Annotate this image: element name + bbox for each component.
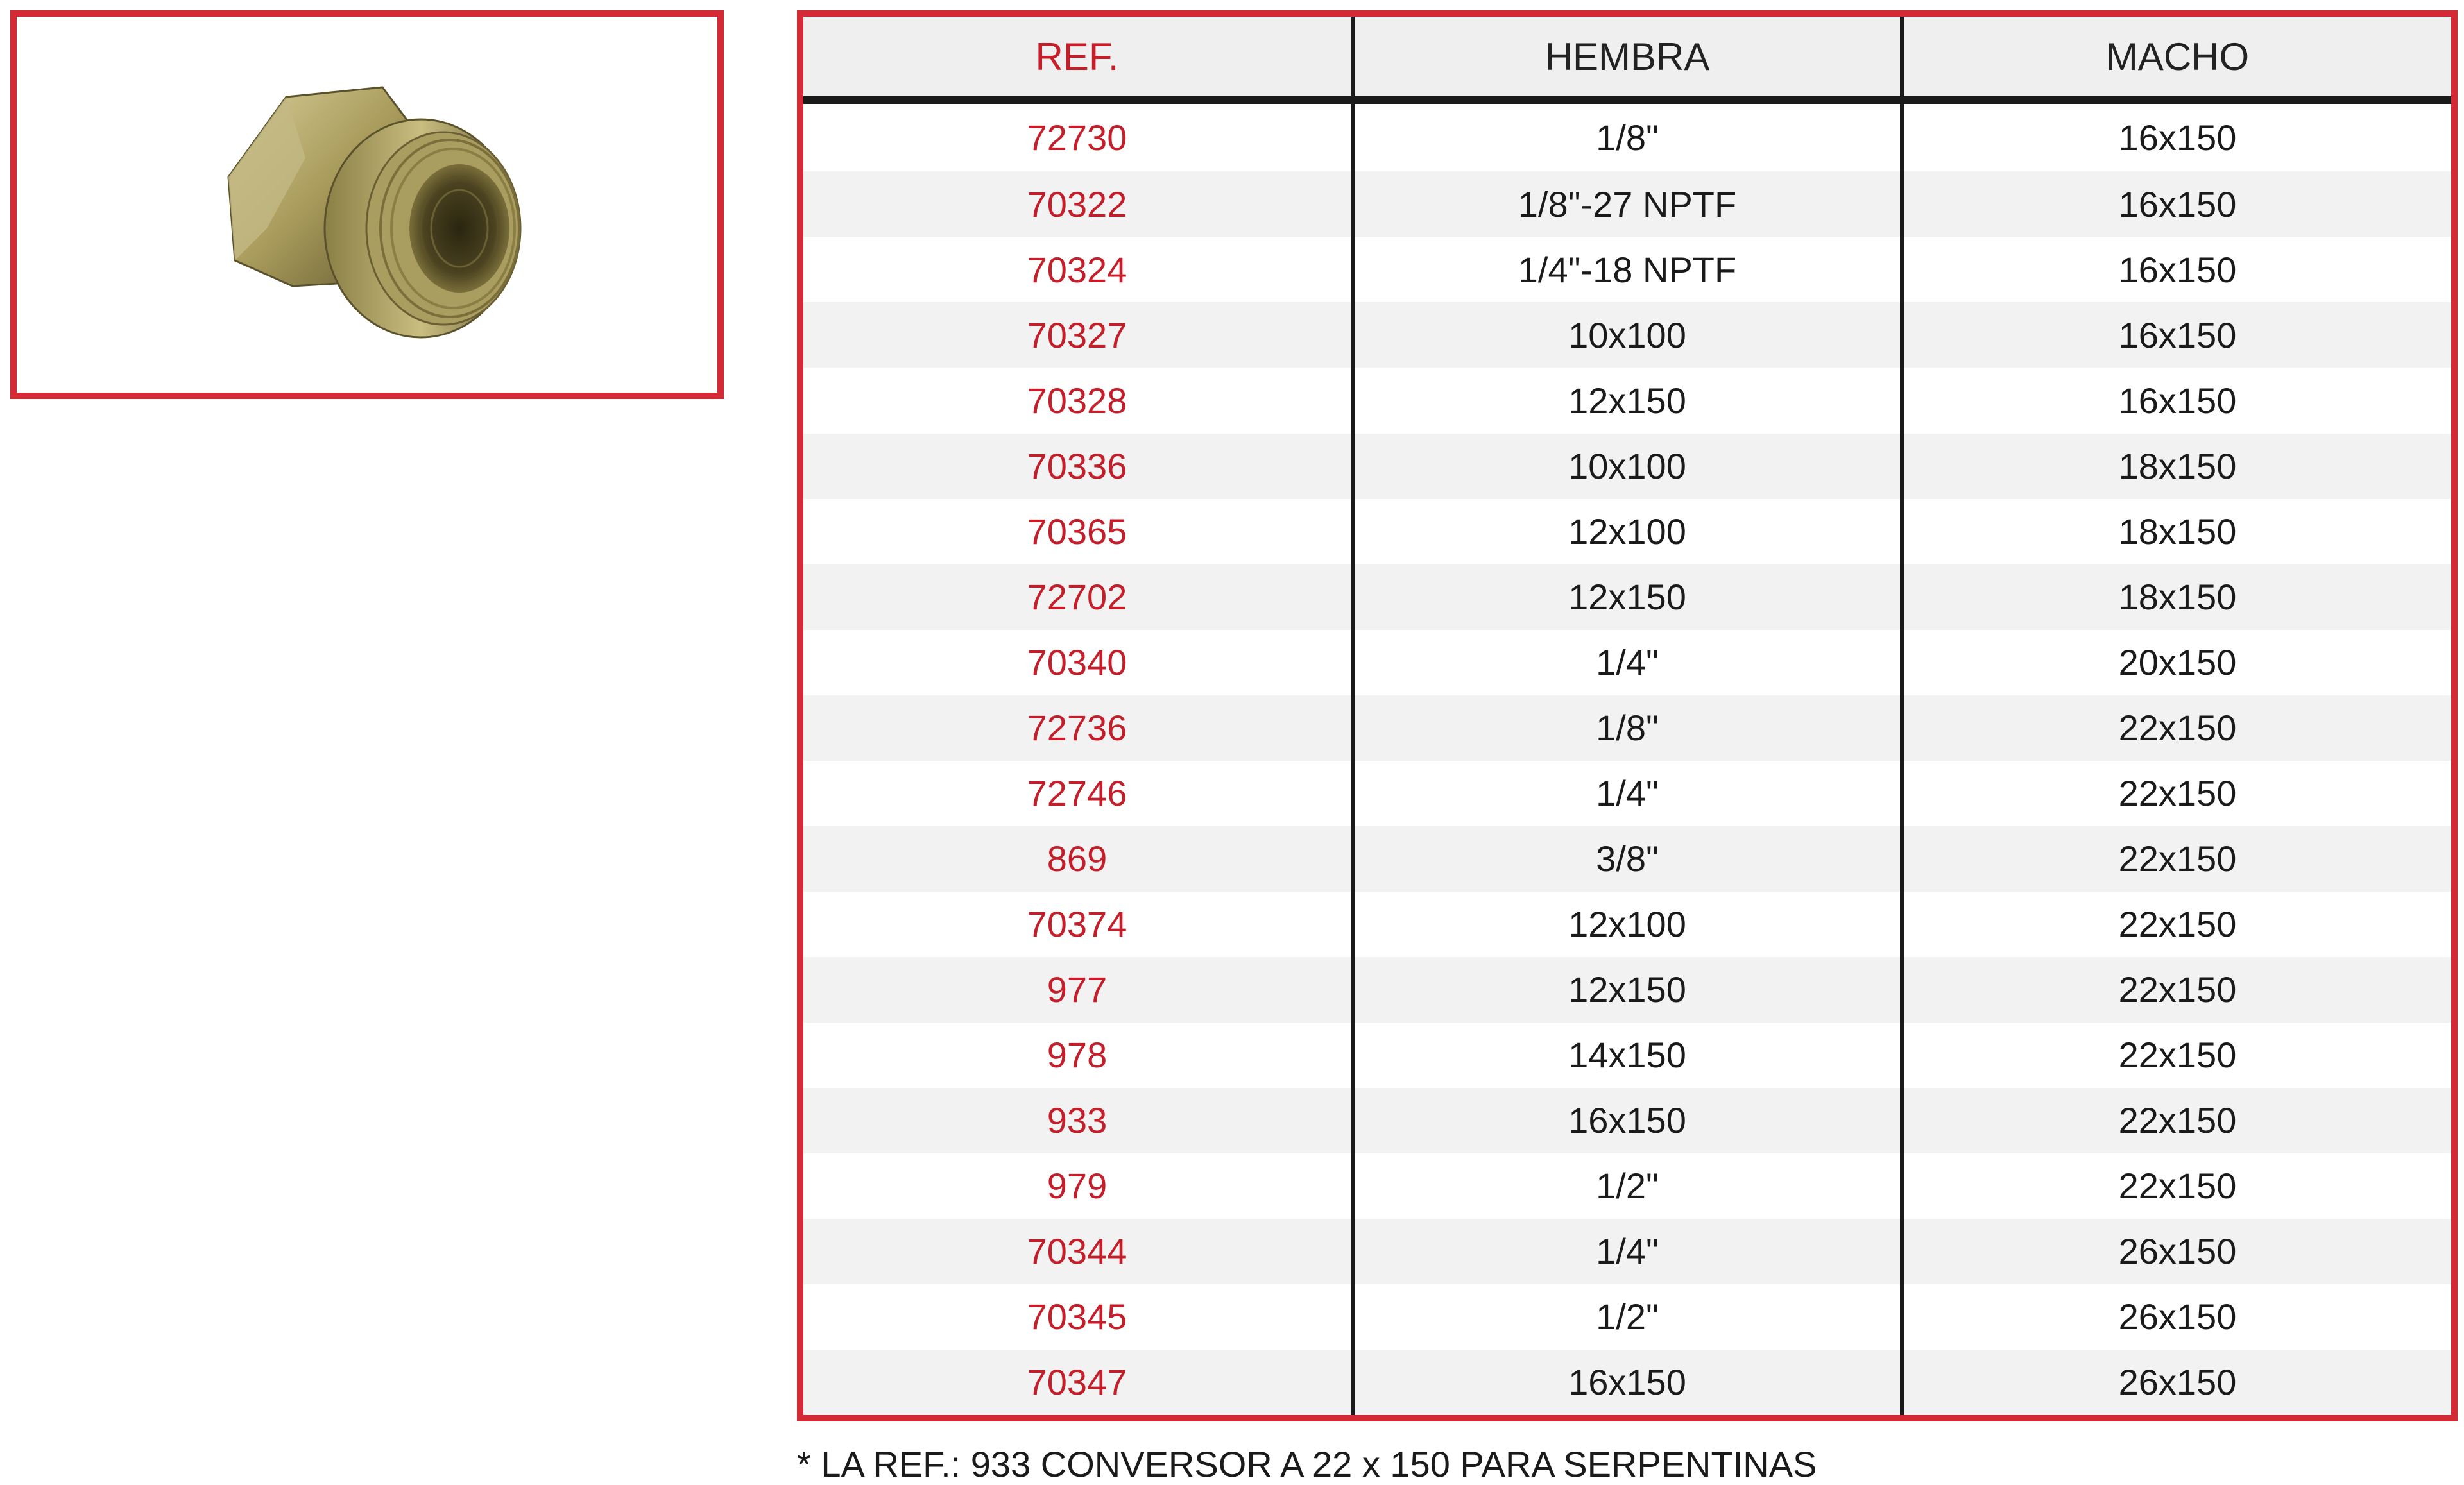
table-row (803, 564, 2451, 630)
table-row (803, 1023, 2451, 1088)
hembra-cell: 12x100 (1353, 499, 1902, 564)
ref-cell: 979 (803, 1153, 1353, 1219)
hembra-cell: 1/4" (1353, 761, 1902, 826)
ref-cell: 70328 (803, 368, 1353, 433)
table-row (803, 237, 2451, 302)
ref-cell: 70340 (803, 630, 1353, 695)
table-row (803, 1153, 2451, 1219)
hembra-cell: 12x150 (1353, 957, 1902, 1023)
table-row (803, 1350, 2451, 1415)
table-row (803, 892, 2451, 957)
hembra-cell: 3/8" (1353, 826, 1902, 892)
reference-table (803, 17, 2451, 1415)
table-row (803, 695, 2451, 761)
hembra-cell: 12x100 (1353, 892, 1902, 957)
ref-cell: 70365 (803, 499, 1353, 564)
hembra-cell: 1/4" (1353, 1219, 1902, 1284)
table-header-row (803, 17, 2451, 100)
macho-cell: 18x150 (2118, 511, 2237, 552)
hembra-cell: 10x100 (1353, 302, 1902, 368)
macho-cell: 22x150 (2118, 904, 2237, 945)
ref-cell: 72746 (803, 761, 1353, 826)
macho-cell: 22x150 (1902, 957, 2451, 1023)
table-body (803, 100, 2451, 1415)
macho-cell: 22x150 (1902, 826, 2451, 892)
hembra-cell: 14x150 (1353, 1023, 1902, 1088)
hembra-cell: 1/8"-27 NPTF (1353, 171, 1902, 237)
table-row (803, 630, 2451, 695)
table-row (803, 826, 2451, 892)
ref-cell: 977 (803, 957, 1353, 1023)
ref-cell: 70324 (803, 237, 1353, 302)
header-ref: REF. (803, 17, 1353, 100)
hembra-cell: 1/4" (1353, 630, 1902, 695)
product-image-frame (10, 10, 724, 399)
ref-cell: 72736 (803, 695, 1353, 761)
hembra-cell: 1/4"-18 NPTF (1353, 237, 1902, 302)
macho-cell: 20x150 (2118, 642, 2237, 683)
macho-cell: 16x150 (2118, 117, 2237, 158)
ref-cell: 869 (803, 826, 1353, 892)
ref-cell: 70345 (803, 1284, 1353, 1350)
table-row (803, 368, 2451, 433)
ref-cell: 72702 (803, 564, 1353, 630)
hembra-cell: 12x150 (1353, 368, 1902, 433)
table-row (803, 302, 2451, 368)
table-row (803, 1284, 2451, 1350)
macho-cell: 22x150 (2118, 773, 2237, 814)
hembra-cell: 16x150 (1353, 1088, 1902, 1153)
ref-cell: 70336 (803, 434, 1353, 499)
ref-cell: 70327 (803, 302, 1353, 368)
hembra-cell: 12x150 (1353, 564, 1902, 630)
macho-cell: 16x150 (1902, 302, 2451, 368)
macho-cell: 18x150 (1902, 564, 2451, 630)
header-hembra: HEMBRA (1353, 17, 1902, 100)
macho-cell: 22x150 (1902, 1088, 2451, 1153)
table-row (803, 957, 2451, 1023)
table-row (803, 761, 2451, 826)
reference-table-frame (797, 10, 2458, 1421)
macho-cell: 16x150 (1902, 171, 2451, 237)
macho-cell: 22x150 (2118, 1035, 2237, 1076)
table-row (803, 499, 2451, 564)
macho-cell: 16x150 (2118, 380, 2237, 421)
header-macho: MACHO (1902, 17, 2451, 100)
hembra-cell: 1/2" (1353, 1153, 1902, 1219)
macho-cell: 26x150 (2118, 1296, 2237, 1337)
macho-cell: 26x150 (1902, 1219, 2451, 1284)
ref-cell: 72730 (803, 100, 1353, 171)
table-row (803, 1219, 2451, 1284)
macho-cell: 18x150 (1902, 434, 2451, 499)
hembra-cell: 16x150 (1353, 1350, 1902, 1415)
table-row (803, 171, 2451, 237)
table-row (803, 1088, 2451, 1153)
macho-cell: 16x150 (2118, 249, 2237, 290)
ref-cell: 70344 (803, 1219, 1353, 1284)
hembra-cell: 1/8" (1353, 695, 1902, 761)
ref-cell: 978 (803, 1023, 1353, 1088)
macho-cell: 22x150 (1902, 695, 2451, 761)
ref-cell: 70322 (803, 171, 1353, 237)
hembra-cell: 10x100 (1353, 434, 1902, 499)
hembra-cell: 1/8" (1353, 100, 1902, 171)
ref-cell: 933 (803, 1088, 1353, 1153)
macho-cell: 22x150 (2118, 1166, 2237, 1207)
macho-cell: 26x150 (1902, 1350, 2451, 1415)
ref-cell: 70374 (803, 892, 1353, 957)
reducer-fitting-photo (209, 68, 543, 389)
ref-cell: 70347 (803, 1350, 1353, 1415)
table-row (803, 434, 2451, 499)
table-row (803, 100, 2451, 171)
hembra-cell: 1/2" (1353, 1284, 1902, 1350)
footnote: * LA REF.: 933 CONVERSOR A 22 x 150 PARA SERPENTINAS (797, 1444, 1817, 1484)
